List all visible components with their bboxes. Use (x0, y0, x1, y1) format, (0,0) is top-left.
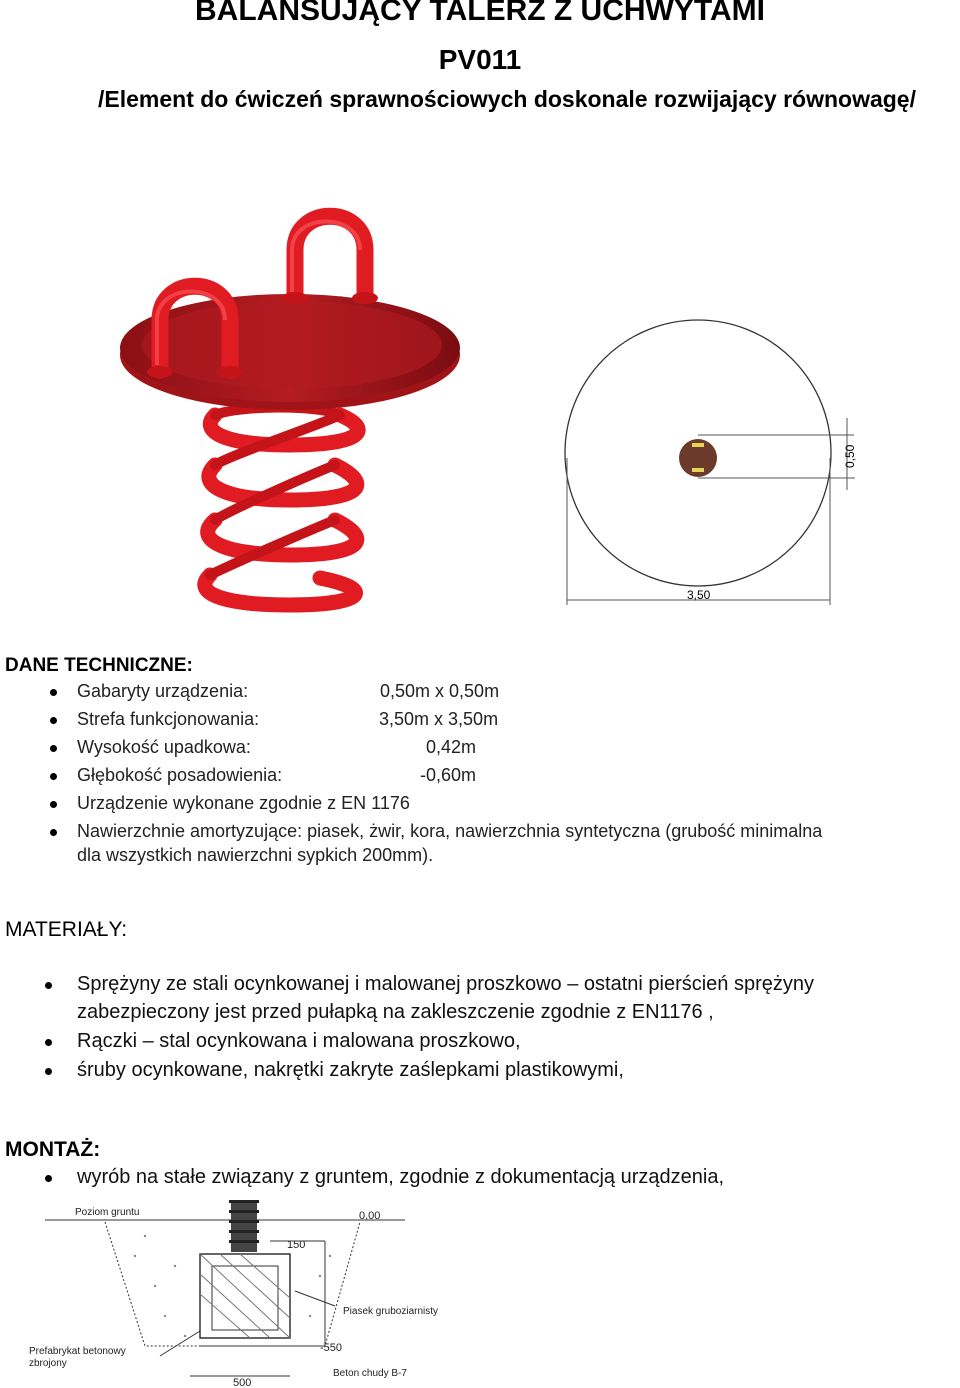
dimension-500: 500 (233, 1377, 252, 1388)
spec-label: Wysokość upadkowa: (77, 737, 251, 757)
spec-value: 3,50m x 3,50m (379, 709, 499, 729)
product-code: PV011 (438, 44, 522, 75)
spec-label: Głębokość posadowienia: (77, 765, 283, 785)
ground-level-value: 0,00 (359, 1210, 381, 1222)
plan-dimension-device: 0,50 (843, 444, 857, 468)
spec-item-continued (77, 845, 433, 866)
material-item (77, 1030, 521, 1053)
spec-item (77, 821, 822, 842)
product-illustration (120, 200, 480, 615)
spec-value: 0,50m x 0,50m (380, 681, 500, 701)
spec-value: -0,60m (420, 765, 477, 785)
page-title: BALANSUJĄCY TALERZ Z UCHWYTAMI (195, 0, 765, 27)
material-text: Rączki – stal ocynkowana i malowana proszkowo, (77, 1030, 521, 1052)
material-item-continued (77, 1001, 714, 1024)
precast-label-1: Prefabrykat betonowy (29, 1346, 126, 1357)
assembly-heading: MONTAŻ: (5, 1138, 101, 1161)
spec-label: Strefa funkcjonowania: (77, 709, 260, 729)
plan-dimension-diameter: 3,50 (687, 588, 711, 602)
material-text: zabezpieczony jest przed pułapką na zakleszczenie zgodnie z EN1176 , (77, 1001, 714, 1023)
spec-surface-line2: dla wszystkich nawierzchni sypkich 200mm). (77, 845, 434, 865)
page-subtitle: /Element do ćwiczeń sprawnościowych doskonale rozwijający równowagę/ (97, 86, 916, 112)
spec-item (77, 793, 410, 814)
material-item (77, 1059, 624, 1082)
plan-drawing (555, 300, 945, 610)
ground-level-label: Poziom gruntu (75, 1207, 140, 1218)
dimension-550: -550 (320, 1342, 343, 1354)
technical-heading: DANE TECHNICZNE: (5, 655, 193, 676)
material-text: Sprężyny ze stali ocynkowanej i malowanej proszkowo – ostatni pierścień sprężyny (77, 973, 815, 995)
spec-surface-line1: Nawierzchnie amortyzujące: piasek, żwir, kora, nawierzchnia syntetyczna (grubość minimalna (77, 821, 823, 841)
concrete-label: Beton chudy B-7 (333, 1368, 407, 1379)
spec-value: 0,42m (426, 737, 477, 757)
assembly-text: wyrób na stałe związany z gruntem, zgodnie z dokumentacją urządzenia, (77, 1166, 725, 1188)
sand-label: Piasek gruboziarnisty (343, 1306, 439, 1317)
dimension-150: 150 (287, 1239, 306, 1251)
assembly-item (77, 1166, 724, 1189)
spec-norm: Urządzenie wykonane zgodnie z EN 1176 (77, 793, 410, 813)
material-item (77, 973, 814, 996)
foundation-drawing (25, 1196, 475, 1388)
material-text: śruby ocynkowane, nakrętki zakryte zaślepkami plastikowymi, (77, 1059, 624, 1081)
precast-label-2: zbrojony (29, 1358, 67, 1369)
spec-label: Gabaryty urządzenia: (77, 681, 249, 701)
materials-heading: MATERIAŁY: (5, 918, 128, 941)
